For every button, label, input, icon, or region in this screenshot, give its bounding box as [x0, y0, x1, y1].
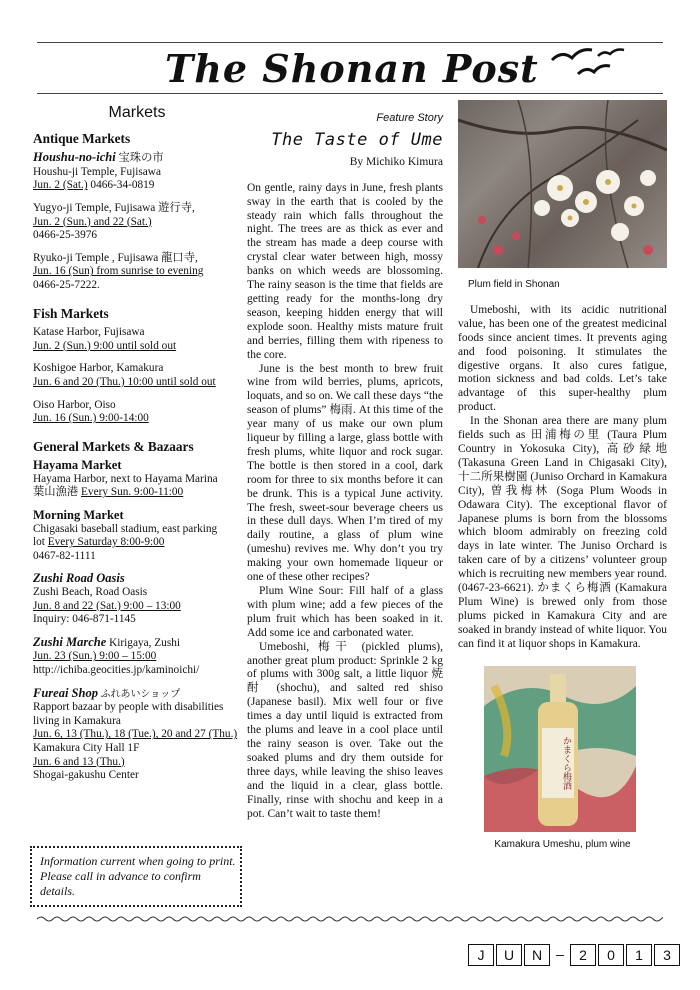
issue-date — [468, 944, 682, 966]
feature-label: Feature Story — [376, 112, 443, 124]
story-paragraph: Plum Wine Sour: Fill half of a glass with plum wine; add a few pieces of the plum fruit which has been soaked in it. Add some ice and carbonated water. — [247, 585, 443, 639]
story-paragraph: Umeboshi, 梅干 (pickled plums), another great plum product: Sprinkle 2 kg of plums with 300g salt, a little liquor 焼酎 (shochu), and salted red shiso (Japanese basil). Mix well four or five times a day until liquid is extracted from the plums and leave in a cool place until the rainy season is over. Take out the soaked plums and dry them outside for three days, while leaving the shiso leaves and the liquid in a clear, glass bottle. Finally, rinse with shochu and keep in a pot. Can’t wait to taste them! — [247, 640, 443, 820]
market-date: Jun. 8 and 22 (Sat.) 9:00 – 13:00 — [33, 599, 181, 612]
story-title: The Taste of Ume — [271, 129, 443, 150]
antique-entry — [33, 151, 241, 193]
fish-markets-heading: Fish Markets — [33, 305, 109, 321]
market-place: Oiso Harbor, Oiso — [33, 398, 116, 411]
market-date: Jun. 23 (Sun.) 9:00 – 15:00 — [33, 650, 157, 663]
market-phone: 0467-82-1111 — [33, 549, 96, 562]
market-place: Chigasaki baseball stadium, east parking — [33, 522, 218, 535]
market-name: Houshu-no-ichi — [33, 150, 116, 165]
story-paragraph: On gentle, rainy days in June, fresh plants sway in the earth that is cooled by the steady rain which falls throughout the night. The trees are as thick as ever and the stream has made a deep course with crystal clear water between high, mossy banks on which weeds are blossoming. The rainy season is the time that fields are getting ready for the months-long dry season, keeping hidden energy that will explode soon. Healthy mists mature fruit and berries, filling them with ripeness to the core. — [247, 181, 443, 361]
market-date: Every Saturday 8:00-9:00 — [47, 536, 165, 549]
market-place: Ryuko-ji Temple , Fujisawa 龍口寺, — [33, 251, 198, 264]
header-bottom-rule — [37, 93, 663, 94]
story-paragraph: June is the best month to brew fruit wine from wild berries, plums, apricots, loquats, and so on. We call these days “the season of plums” 梅雨. At this time of the year many of us make our own plum liqueur by filling a large, glass bottle with fresh plums, white liquor and rock sugar. The bottle is then stored in a cool, dark room for three to six months before it can be drunk. This is a typical June activity. The fresh, sweet-sour beverage cheers us in these dull days. When I’m tired of my daily routine, a glass of plum wine (umeshu) revives me. Why don’t you try making your own homemade liqueur or one of these other recipes? — [247, 362, 443, 584]
market-place: Hayama Harbor, next to Hayama Marina — [33, 472, 218, 485]
market-place: Houshu-ji Temple, Fujisawa — [33, 165, 161, 178]
date-char: N — [524, 944, 550, 966]
plum-blossom-photo — [458, 100, 667, 268]
market-description: Rapport bazaar by people with disabilities living in Kamakura — [33, 701, 224, 727]
market-name-jp: ふれあいショップ — [97, 688, 181, 700]
market-place: Kamakura City Hall 1F — [33, 741, 140, 754]
market-phone: Inquiry: 046-871-1145 — [33, 613, 136, 626]
date-char: J — [468, 944, 494, 966]
date-char: 2 — [570, 944, 596, 966]
market-name: Zushi Marche — [33, 634, 107, 649]
fish-entry — [33, 362, 241, 389]
general-markets-heading: General Markets & Bazaars — [33, 438, 194, 454]
date-char: U — [496, 944, 522, 966]
market-phone: 0466-34-0819 — [87, 179, 155, 192]
market-date: Jun. 16 (Sun.) 9:00-14:00 — [33, 412, 149, 425]
right-column — [458, 100, 667, 851]
fish-entry — [33, 399, 241, 426]
antique-entry — [33, 202, 241, 243]
date-char: 1 — [626, 944, 652, 966]
market-date: Jun. 2 (Sat.) — [33, 179, 88, 192]
date-dash: – — [556, 946, 564, 962]
market-name: Morning Market — [33, 508, 124, 523]
fish-entry — [33, 326, 241, 353]
market-name: Zushi Road Oasis — [33, 571, 125, 586]
market-date: Jun. 2 (Sun.) 9:00 until sold out — [33, 339, 177, 352]
antique-entry — [33, 252, 241, 293]
antique-markets-heading: Antique Markets — [33, 130, 131, 146]
market-place: Kirigaya, Zushi — [106, 636, 181, 649]
market-date: Jun. 6 and 13 (Thu.) — [33, 755, 125, 768]
market-phone: 0466-25-3976 — [33, 229, 98, 242]
byline: By Michiko Kimura — [349, 155, 443, 168]
story-paragraph: In the Shonan area there are many plum fields such as 田浦梅の里 (Taura Plum Country in Yokosuka City), 高砂緑地 (Takasuna Green Land in Chigasaki City), 十二所果樹園 (Juniso Orchard in Kamakura City), 曽我梅林 (Soga Plum Woods in Odawara City). The exceptional flavor of Japanese plums is born from the blossoms which bloom admirably on freezing cold days in late winter. The Juniso Orchard is taken care of by a citizens’ volunteer group which is recruiting new members year round. (0467-23-6621). かまくら梅酒 (Kamakura Plum Wine) is brewed only from those plums picked in Kamakura City and are soaked in brandy instead of white liquor. You can find it at liquor shops in Kamakura. — [458, 415, 667, 650]
market-date: Jun. 6 and 20 (Thu.) 10:00 until sold out — [33, 375, 216, 388]
hayama-entry — [33, 459, 241, 500]
morning-entry — [33, 509, 241, 563]
market-place: Zushi Beach, Road Oasis — [33, 586, 148, 599]
market-url[interactable]: http://ichiba.geocities.jp/kaminoichi/ — [33, 664, 200, 676]
zushi-marche-entry — [33, 636, 241, 678]
story-paragraph: Umeboshi, with its acidic nutritional value, has been one of the greatest medicinal foods since ancient times. It prevents aging and food poisoning. It stimulates the digestive organs. It also cures fatigue, motion sickness and bad colds. Let’s take advantage of this super-healthy plum product. — [458, 303, 667, 414]
birds-icon — [548, 42, 628, 78]
zushi-oasis-entry — [33, 572, 241, 626]
masthead-title: The Shonan Post — [165, 46, 539, 91]
story-column — [247, 112, 443, 821]
wavy-divider — [37, 915, 663, 923]
fureai-entry — [33, 687, 241, 783]
market-date: Jun. 16 (Sun) from sunrise to evening — [33, 265, 204, 278]
photo1-caption: Plum field in Shonan — [468, 279, 560, 290]
market-phone: 0466-25-7222. — [33, 278, 100, 291]
notice-box: Information current when going to print. Please call in advance to confirm details. — [30, 846, 242, 907]
market-name: Fureai Shop — [33, 685, 98, 700]
market-place: Shogai-gakushu Center — [33, 769, 139, 782]
market-place: Koshigoe Harbor, Kamakura — [33, 362, 164, 375]
market-place: Katase Harbor, Fujisawa — [33, 326, 145, 339]
market-name: Hayama Market — [33, 458, 122, 473]
market-date: Jun. 6, 13 (Thu.), 18 (Tue.), 20 and 27 (Thu.) — [33, 728, 238, 741]
photo2-caption: Kamakura Umeshu, plum wine — [494, 838, 631, 850]
markets-column — [33, 106, 241, 792]
market-name-jp: 宝珠の市 — [115, 152, 164, 165]
plum-blossom-image — [458, 100, 667, 268]
bottle-label: かまくら梅酒 — [562, 735, 572, 790]
market-date: Jun. 2 (Sun.) and 22 (Sat.) — [33, 215, 152, 228]
markets-heading: Markets — [108, 104, 166, 121]
market-date: Every Sun. 9:00-11:00 — [81, 486, 184, 499]
date-char: 3 — [654, 944, 680, 966]
plum-wine-photo — [484, 666, 636, 832]
market-place-jp: 葉山漁港 — [33, 486, 82, 499]
market-place: Yugyo-ji Temple, Fujisawa 遊行寺, — [33, 201, 195, 214]
date-char: 0 — [598, 944, 624, 966]
market-place-cont: lot — [33, 536, 48, 549]
